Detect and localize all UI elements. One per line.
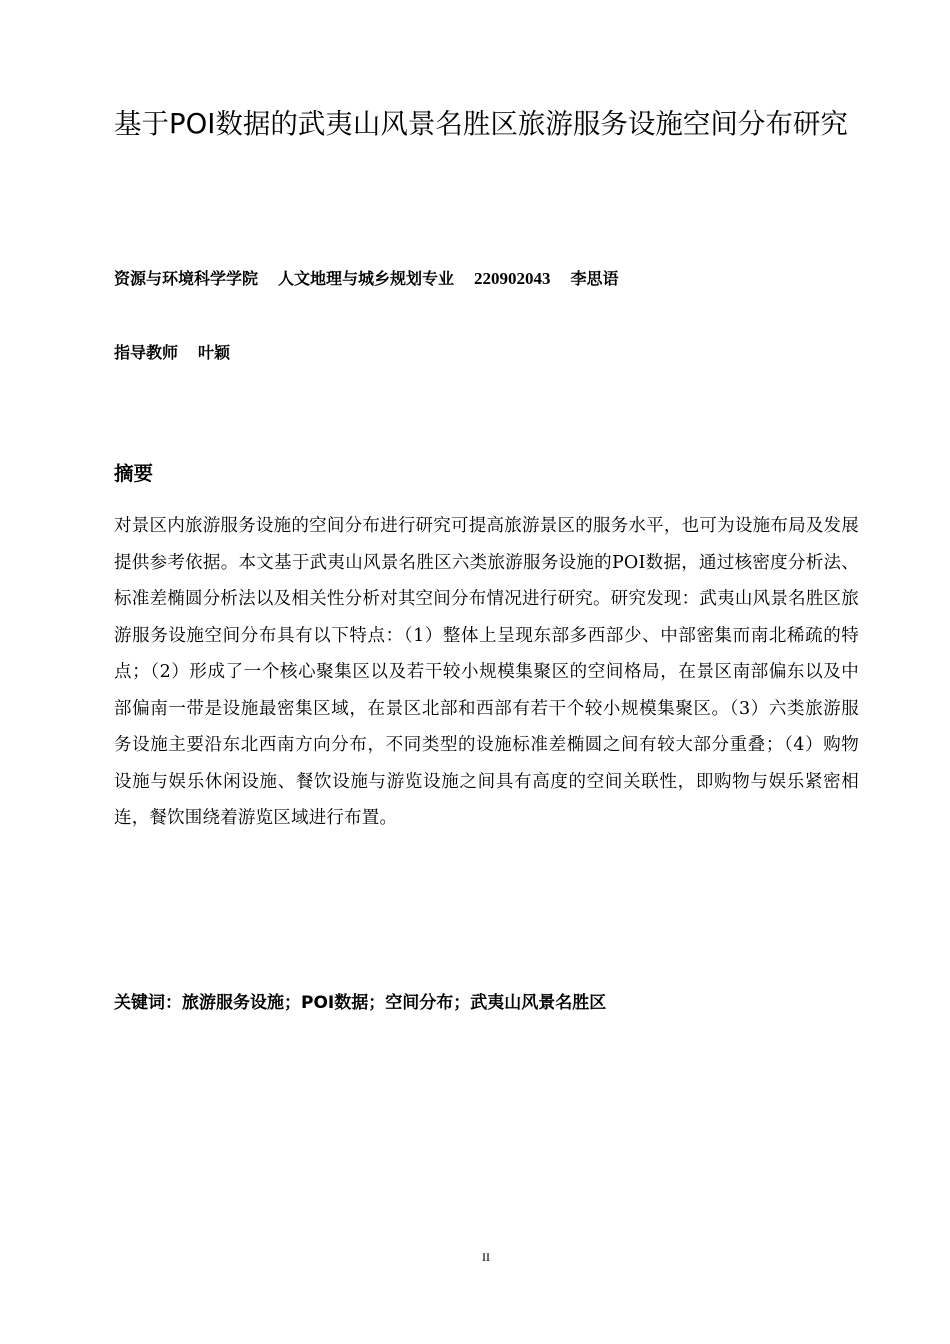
school-name: 资源与环境科学学院 <box>114 269 259 288</box>
advisor-name: 叶颖 <box>198 343 231 362</box>
paper-title: 基于POI数据的武夷山风景名胜区旅游服务设施空间分布研究 <box>114 108 848 140</box>
keywords-line: 关键词：旅游服务设施；POI数据；空间分布；武夷山风景名胜区 <box>114 993 607 1013</box>
abstract-body: 对景区内旅游服务设施的空间分布进行研究可提高旅游景区的服务水平，也可为设施布局及发展提供参考依据。本文基于武夷山风景名胜区六类旅游服务设施的POI数据，通过核密度分析法、标准差椭圆分析法以及相关性分析对其空间分布情况进行研究。研究发现：武夷山风景名胜区旅游服务设施空间分布具有以下特点：（1）整体上呈现东部多西部少、中部密集而南北稀疏的特点；（2）形成了一个核心聚集区以及若干较小规模集聚区的空间格局，在景区南部偏东以及中部偏南一带是设施最密集区域，在景区北部和西部有若干个较小规模集聚区。（3）六类旅游服务设施主要沿东北西南方向分布，不同类型的设施标准差椭圆之间有较大部分重叠；（4）购物设施与娱乐休闲设施、餐饮设施与游览设施之间具有高度的空间关联性，即购物与娱乐紧密相连，餐饮围绕着游览区域进行布置。 <box>114 516 859 828</box>
advisor-line <box>114 342 230 364</box>
author-name: 李思语 <box>570 269 619 288</box>
major-name: 人文地理与城乡规划专业 <box>278 269 455 288</box>
abstract-heading: 摘要 <box>114 462 154 485</box>
page-number: II <box>482 1250 490 1264</box>
author-line <box>114 268 619 290</box>
advisor-label: 指导教师 <box>114 343 179 362</box>
student-id: 220902043 <box>474 269 551 288</box>
